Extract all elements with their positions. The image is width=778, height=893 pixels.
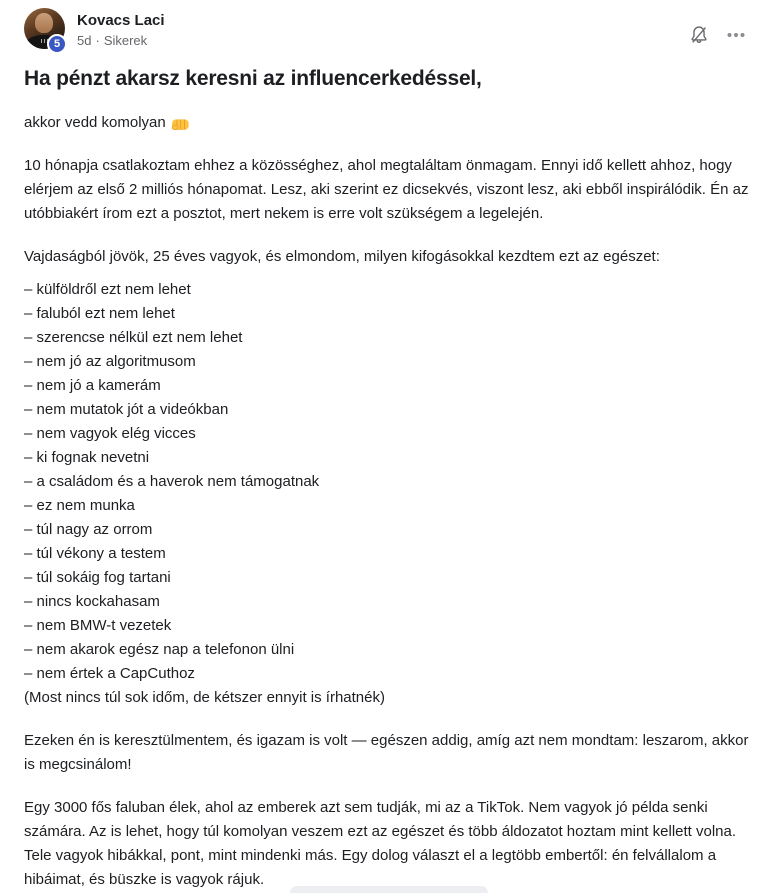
excuse-item: – túl sokáig fog tartani xyxy=(24,569,171,586)
next-element-peek xyxy=(290,886,488,893)
post-header xyxy=(24,8,754,49)
excuse-item: – szerencse nélkül ezt nem lehet xyxy=(24,329,243,346)
excuse-item: – nem akarok egész nap a telefonon ülni xyxy=(24,641,295,658)
post-time[interactable]: 5d xyxy=(77,33,92,48)
post-paragraph-background: Vajdaságból jövök, 25 éves vagyok, és elmondom, milyen kifogásokkal kezdtem ezt az egészet: xyxy=(24,248,660,265)
excuse-item: – nem értek a CapCuthoz xyxy=(24,665,195,682)
excuse-item: – ez nem munka xyxy=(24,497,135,514)
excuse-item: – túl vékony a testem xyxy=(24,545,166,562)
avatar[interactable] xyxy=(24,8,65,49)
excuse-item: – ki fognak nevetni xyxy=(24,449,150,466)
excuse-item: – túl nagy az orrom xyxy=(24,521,153,538)
profile-photo-face xyxy=(35,13,53,33)
post-subtitle-text: akkor vedd komolyan xyxy=(24,114,166,131)
excuse-item: – nincs kockahasam xyxy=(24,593,160,610)
more-options-icon[interactable] xyxy=(726,25,746,45)
header-text xyxy=(77,8,165,49)
notifications-muted-icon[interactable] xyxy=(688,24,710,46)
excuse-item: – nem vagyok elég vicces xyxy=(24,425,196,442)
author-name[interactable]: Kovacs Laci xyxy=(77,12,165,29)
post-title: Ha pénzt akarsz keresni az influencerkedéssel, xyxy=(24,67,482,90)
post-meta xyxy=(77,32,165,49)
excuse-item: – nem jó az algoritmusom xyxy=(24,353,196,370)
post-paragraph-village: Egy 3000 fős faluban élek, ahol az emberek azt sem tudják, mi az a TikTok. Nem vagyok jó példa senki számára. Az is lehet, hogy túl komolyan veszem ezt az egészet és több áldozatot hoztam mint kellett volna. Tele vagyok hibákkal, pont, mint mindenki más. Egy dolog választ el a legtöbb embertől: én felvállalom a hibáimat, és büszke is vagyok rájuk. xyxy=(24,799,737,888)
post-paragraph-realization: Ezeken én is keresztülmentem, és igazam is volt — egészen addig, amíg azt nem mondtam: leszarom, akkor is megcsinálom! xyxy=(24,732,749,773)
post-note: (Most nincs túl sok időm, de kétszer ennyit is írhatnék) xyxy=(24,689,385,706)
excuse-list xyxy=(24,278,754,686)
excuse-item: – külföldről ezt nem lehet xyxy=(24,281,191,298)
excuse-item: – nem BMW-t vezetek xyxy=(24,617,172,634)
meta-separator: · xyxy=(95,33,100,48)
fan-badge: 5 xyxy=(47,34,67,54)
post-paragraph-intro: 10 hónapja csatlakoztam ehhez a közösséghez, ahol megtaláltam önmagam. Ennyi idő kellett ahhoz, hogy elérjem az első 2 milliós hónapomat. Lesz, aki szerint ez dicsekvés, viszont lesz, aki ebből inspirálódik. Én az utóbbiakért írom ezt a posztot, mert nekem is erre volt szükségem a legelején. xyxy=(24,157,749,222)
oncoming-fist-emoji xyxy=(171,115,190,134)
excuse-item: – nem jó a kamerám xyxy=(24,377,161,394)
excuse-item: – faluból ezt nem lehet xyxy=(24,305,175,322)
excuse-item: – nem mutatok jót a videókban xyxy=(24,401,229,418)
excuse-item: – a családom és a haverok nem támogatnak xyxy=(24,473,320,490)
header-actions xyxy=(688,24,754,46)
post-subtitle xyxy=(24,111,754,135)
post-group-tag[interactable]: Sikerek xyxy=(103,33,148,48)
